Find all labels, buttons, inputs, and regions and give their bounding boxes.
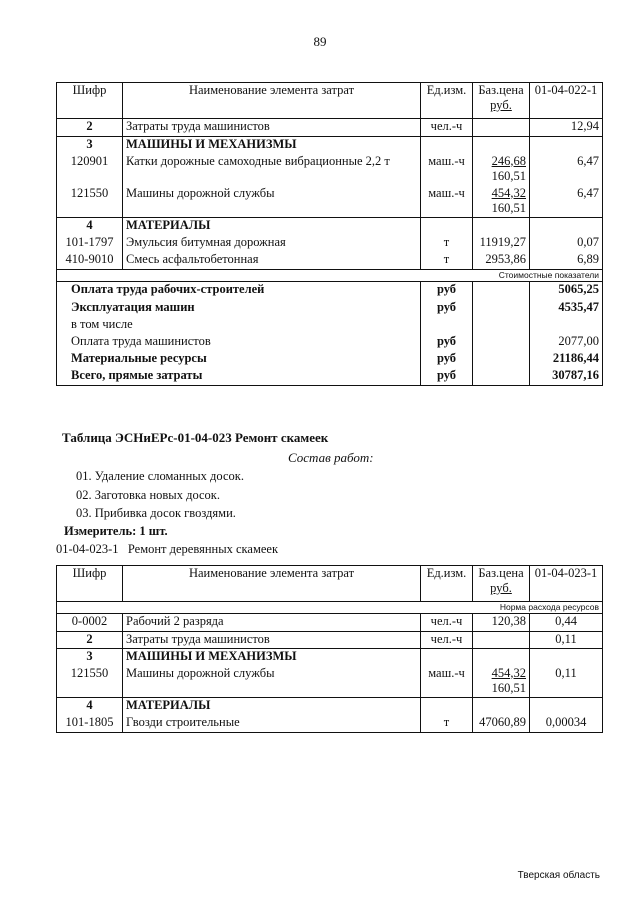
header-price — [473, 83, 530, 119]
summary-unit: руб — [421, 368, 473, 386]
row-value: 6,89 — [530, 252, 603, 270]
summary-row — [57, 368, 603, 386]
summary-value: 5065,25 — [530, 282, 603, 300]
table-row — [57, 715, 603, 733]
header-unit: Ед.изм. — [421, 83, 473, 119]
row-name: Затраты труда машинистов — [123, 119, 421, 137]
row-value — [530, 649, 603, 666]
row-name: Затраты труда машинистов — [123, 632, 421, 649]
header-norm: 01-04-023-1 — [530, 566, 603, 602]
header-price — [473, 566, 530, 602]
row-price — [473, 698, 530, 715]
footer-region: Тверская область — [517, 870, 600, 881]
summary-row — [57, 334, 603, 351]
table-row — [57, 218, 603, 235]
composition-heading: Состав работ: — [288, 450, 374, 465]
row-price: 11919,27 — [473, 235, 530, 252]
row-unit — [421, 137, 473, 154]
table-header-row — [57, 83, 603, 119]
row-value — [530, 698, 603, 715]
table-row — [57, 235, 603, 252]
row-code: 101-1797 — [57, 235, 123, 252]
row-code: 121550 — [57, 666, 123, 698]
row-unit: чел.-ч — [421, 119, 473, 137]
row-price — [473, 154, 530, 186]
row-unit: т — [421, 252, 473, 270]
summary-label: в том числе — [57, 317, 421, 334]
row-value: 0,00034 — [530, 715, 603, 733]
table-header-row — [57, 566, 603, 602]
header-price-line1: Баз.цена — [478, 83, 524, 97]
table-row — [57, 137, 603, 154]
row-name: МАШИНЫ И МЕХАНИЗМЫ — [123, 137, 421, 154]
row-price — [473, 119, 530, 137]
price-index: 160,51 — [491, 168, 526, 183]
price-index: 160,51 — [491, 200, 526, 215]
row-unit — [421, 649, 473, 666]
row-price — [473, 632, 530, 649]
work-item: 01. Удаление сломанных досок. — [76, 469, 244, 483]
row-unit: чел.-ч — [421, 614, 473, 632]
price-index: 160,51 — [491, 680, 526, 695]
row-name: Катки дорожные самоходные вибрационные 2,2 т — [123, 154, 421, 186]
summary-label: Всего, прямые затраты — [57, 368, 421, 386]
summary-label: Материальные ресурсы — [57, 351, 421, 368]
row-unit: т — [421, 235, 473, 252]
header-price-line2: руб. — [490, 98, 512, 112]
row-code: 3 — [57, 137, 123, 154]
summary-label: Эксплуатация машин — [57, 300, 421, 317]
row-price — [473, 649, 530, 666]
summary-unit — [421, 317, 473, 334]
summary-price — [473, 368, 530, 386]
summary-row — [57, 300, 603, 317]
table-row — [57, 649, 603, 666]
table-row — [57, 186, 603, 218]
cost-indicators-label: Стоимостные показатели — [57, 270, 603, 282]
summary-value: 30787,16 — [530, 368, 603, 386]
row-code: 121550 — [57, 186, 123, 218]
summary-row — [57, 351, 603, 368]
summary-label: Оплата труда рабочих-строителей — [57, 282, 421, 300]
row-price: 47060,89 — [473, 715, 530, 733]
row-name: Смесь асфальтобетонная — [123, 252, 421, 270]
header-name: Наименование элемента затрат — [123, 83, 421, 119]
table-row — [57, 632, 603, 649]
row-value: 6,47 — [530, 186, 603, 218]
summary-row — [57, 317, 603, 334]
row-name: Рабочий 2 разряда — [123, 614, 421, 632]
resource-table-1 — [56, 82, 603, 386]
table-row — [57, 119, 603, 137]
row-code: 410-9010 — [57, 252, 123, 270]
summary-value — [530, 317, 603, 334]
row-unit: маш.-ч — [421, 154, 473, 186]
row-value: 6,47 — [530, 154, 603, 186]
summary-price — [473, 317, 530, 334]
row-price: 2953,86 — [473, 252, 530, 270]
header-norm: 01-04-022-1 — [530, 83, 603, 119]
row-code: 4 — [57, 218, 123, 235]
norm-label-row — [57, 602, 603, 614]
summary-price — [473, 300, 530, 317]
row-code: 2 — [57, 119, 123, 137]
row-unit: т — [421, 715, 473, 733]
price-value: 454,32 — [491, 185, 526, 200]
row-code: 2 — [57, 632, 123, 649]
page-number: 89 — [313, 34, 327, 49]
table-row — [57, 614, 603, 632]
row-price — [473, 666, 530, 698]
work-item: 02. Заготовка новых досок. — [76, 488, 221, 502]
row-value: 12,94 — [530, 119, 603, 137]
summary-unit: руб — [421, 334, 473, 351]
summary-price — [473, 334, 530, 351]
table-row — [57, 666, 603, 698]
summary-unit: руб — [421, 351, 473, 368]
row-value: 0,11 — [530, 632, 603, 649]
header-code: Шифр — [57, 83, 123, 119]
summary-value: 4535,47 — [530, 300, 603, 317]
row-code: 120901 — [57, 154, 123, 186]
summary-price — [473, 351, 530, 368]
row-value: 0,07 — [530, 235, 603, 252]
row-name: Машины дорожной службы — [123, 186, 421, 218]
measure-unit: Измеритель: 1 шт. — [64, 524, 168, 538]
row-price — [473, 186, 530, 218]
item-title: 01-04-023-1 Ремонт деревянных скамеек — [56, 542, 279, 556]
row-code: 101-1805 — [57, 715, 123, 733]
summary-unit: руб — [421, 282, 473, 300]
row-unit: чел.-ч — [421, 632, 473, 649]
row-value — [530, 137, 603, 154]
row-value: 0,11 — [530, 666, 603, 698]
row-name: МАТЕРИАЛЫ — [123, 218, 421, 235]
header-code: Шифр — [57, 566, 123, 602]
summary-price — [473, 282, 530, 300]
header-name: Наименование элемента затрат — [123, 566, 421, 602]
row-price — [473, 137, 530, 154]
row-price: 120,38 — [473, 614, 530, 632]
row-value — [530, 218, 603, 235]
summary-unit: руб — [421, 300, 473, 317]
summary-label: Оплата труда машинистов — [57, 334, 421, 351]
resource-table-2 — [56, 565, 603, 733]
row-name: МАШИНЫ И МЕХАНИЗМЫ — [123, 649, 421, 666]
row-price — [473, 218, 530, 235]
table-row — [57, 698, 603, 715]
row-unit: маш.-ч — [421, 666, 473, 698]
summary-value: 21186,44 — [530, 351, 603, 368]
row-unit: маш.-ч — [421, 186, 473, 218]
table-row — [57, 252, 603, 270]
row-code: 3 — [57, 649, 123, 666]
table-title: Таблица ЭСНиЕРс-01-04-023 Ремонт скамеек — [62, 430, 329, 445]
row-name: Эмульсия битумная дорожная — [123, 235, 421, 252]
price-value: 246,68 — [491, 153, 526, 168]
row-value: 0,44 — [530, 614, 603, 632]
row-unit — [421, 698, 473, 715]
row-name: МАТЕРИАЛЫ — [123, 698, 421, 715]
summary-value: 2077,00 — [530, 334, 603, 351]
work-item: 03. Прибивка досок гвоздями. — [76, 506, 236, 520]
summary-row — [57, 282, 603, 300]
row-name: Гвозди строительные — [123, 715, 421, 733]
cost-indicators-row — [57, 270, 603, 282]
row-code: 4 — [57, 698, 123, 715]
header-price-line2: руб. — [490, 581, 512, 595]
row-code: 0-0002 — [57, 614, 123, 632]
norm-label: Норма расхода ресурсов — [57, 602, 603, 614]
header-price-line1: Баз.цена — [478, 566, 524, 580]
table-row — [57, 154, 603, 186]
price-value: 454,32 — [491, 665, 526, 680]
row-unit — [421, 218, 473, 235]
row-name: Машины дорожной службы — [123, 666, 421, 698]
header-unit: Ед.изм. — [421, 566, 473, 602]
